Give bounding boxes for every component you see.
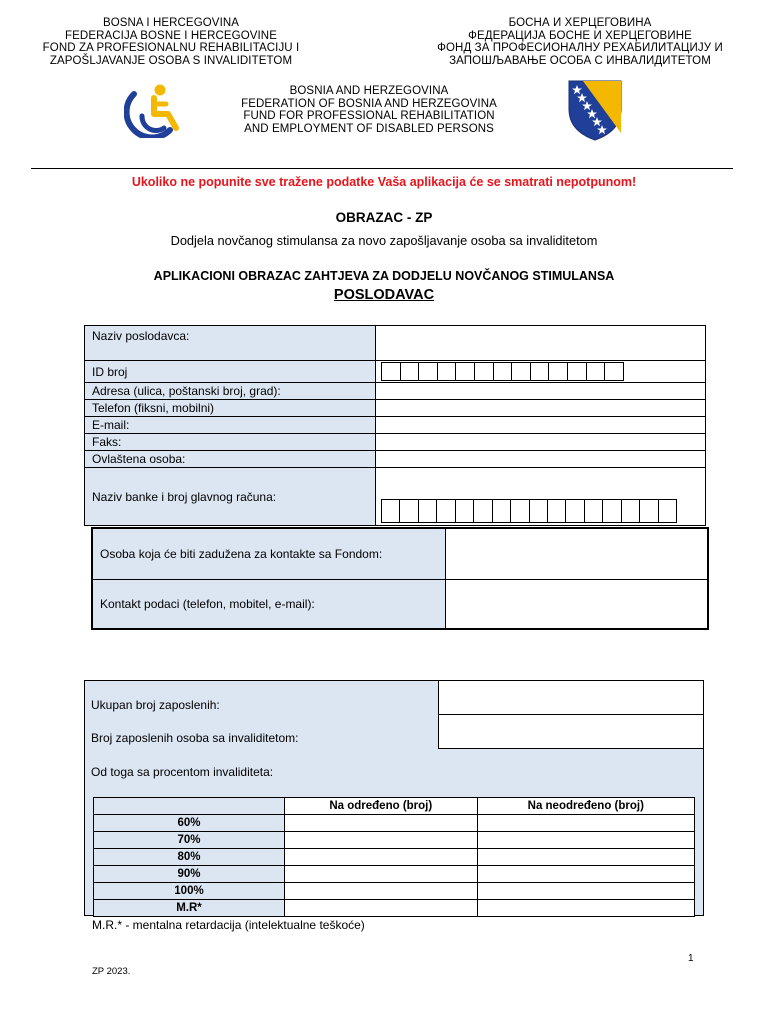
header-line: ФЕДЕРАЦИЈА БОСНЕ И ХЕРЦЕГОВИНЕ [468,29,692,42]
indefinite-term-count-cell[interactable] [477,815,694,832]
digit-box[interactable] [659,500,676,522]
email-label: E-mail: [85,417,376,433]
employer-name-row [85,326,705,361]
employer-name-field[interactable] [376,326,705,360]
indefinite-term-count-cell[interactable] [477,900,694,917]
contact-person-field[interactable] [446,529,707,579]
header-line: ФОНД ЗА ПРОФЕСИОНАЛНУ РЕХАБИЛИТАЦИЈУ И [437,42,723,55]
id-number-row [85,361,705,383]
form-heading: APLIKACIONI OBRAZAC ZAHTJEVA ZA DODJELU NOVČANOG STIMULANSA [153,269,615,283]
percent-cell: 80% [94,849,285,866]
percent-cell: 90% [94,866,285,883]
header-line: ZAPOŠLJAVANJE OSOBA S INVALIDITETOM [49,54,293,67]
digit-box[interactable] [382,500,400,522]
id-number-digit-boxes[interactable] [381,362,624,381]
disabled-employees-field[interactable] [438,715,703,749]
header-divider [31,168,733,169]
bank-account-row [85,468,705,525]
indefinite-term-count-cell[interactable] [477,883,694,900]
fund-wheelchair-logo-icon [124,82,186,138]
digit-box[interactable] [494,363,513,380]
phone-field[interactable] [376,400,705,416]
indefinite-term-column-header: Na neodređeno (broj) [477,798,694,815]
total-employees-label: Ukupan broj zaposlenih: [91,698,220,712]
authorized-person-row [85,451,705,468]
digit-box[interactable] [640,500,658,522]
phone-label: Telefon (fiksni, mobilni) [85,400,376,416]
phone-row [85,400,705,417]
table-row [94,815,695,832]
fax-field[interactable] [376,434,705,450]
percent-cell: 70% [94,832,285,849]
address-field[interactable] [376,383,705,399]
incomplete-application-warning: Ukoliko ne popunite sve tražene podatke Vaša aplikacija će se smatrati nepotpunom! [131,175,637,189]
contact-person-row [93,529,707,580]
header-line: FEDERATION OF BOSNIA AND HERZEGOVINA [241,97,497,110]
digit-box[interactable] [512,363,531,380]
table-row [94,900,695,917]
header-line: BOSNIA AND HERZEGOVINA [289,85,449,97]
digit-box[interactable] [474,500,492,522]
header-line: FUND FOR PROFESSIONAL REHABILITATION [243,110,495,123]
fixed-term-count-cell[interactable] [285,900,478,917]
header-line: ЗАПОШЉАВАЊЕ ОСОБА С ИНВАЛИДИТЕТОМ [449,54,711,67]
fax-label: Faks: [85,434,376,450]
bih-coat-of-arms-icon [566,79,624,142]
digit-box[interactable] [475,363,494,380]
fixed-term-count-cell[interactable] [285,815,478,832]
digit-box[interactable] [511,500,529,522]
address-label: Adresa (ulica, poštanski broj, grad): [85,383,376,399]
digit-box[interactable] [382,363,401,380]
page-number: 1 [688,953,694,964]
digit-box[interactable] [587,363,606,380]
table-row [94,849,695,866]
id-number-label: ID broj [85,361,376,382]
digit-box[interactable] [456,363,475,380]
id-number-field [376,361,705,382]
header-institution-cyrillic [425,17,735,67]
header-line: AND EMPLOYMENT OF DISABLED PERSONS [244,122,494,135]
table-row [94,866,695,883]
bank-account-field [376,468,705,525]
fixed-term-count-cell[interactable] [285,832,478,849]
email-row [85,417,705,434]
header-line: БОСНА И ХЕРЦЕГОВИНА [508,17,652,29]
disabled-employees-label: Broj zaposlenih osoba sa invaliditetom: [91,731,299,745]
authorized-person-field[interactable] [376,451,705,467]
footer-form-code: ZP 2023. [92,966,131,977]
fixed-term-count-cell[interactable] [285,883,478,900]
header-line: BOSNA I HERCEGOVINA [102,17,240,29]
email-field[interactable] [376,417,705,433]
percent-cell: 60% [94,815,285,832]
indefinite-term-count-cell[interactable] [477,832,694,849]
footnote: M.R.* - mentalna retardacija (intelektualne teškoće) [92,918,365,932]
digit-box[interactable] [437,500,455,522]
digit-box[interactable] [438,363,457,380]
authorized-person-label: Ovlaštena osoba: [85,451,376,467]
digit-box[interactable] [456,500,474,522]
digit-box[interactable] [419,363,438,380]
header-line: FEDERACIJA BOSNE I HERCEGOVINE [65,29,277,42]
bank-account-label: Naziv banke i broj glavnog računa: [85,468,376,525]
contact-details-field[interactable] [446,580,707,628]
percent-cell: M.R* [94,900,285,917]
disability-percent-table [93,797,695,917]
digit-box[interactable] [585,500,603,522]
employees-table [84,680,704,916]
form-subject: POSLODAVAC [333,287,435,303]
digit-box[interactable] [603,500,621,522]
employer-name-label: Naziv poslodavca: [85,326,376,360]
digit-box[interactable] [622,500,640,522]
fixed-term-count-cell[interactable] [285,866,478,883]
fixed-term-column-header: Na određeno (broj) [285,798,478,815]
digit-box[interactable] [400,500,418,522]
form-code: OBRAZAC - ZP [335,210,433,225]
contact-person-label: Osoba koja će biti zadužena za kontakte sa Fondom: [93,529,446,579]
total-employees-field[interactable] [438,681,703,715]
disability-percent-label: Od toga sa procentom invaliditeta: [91,765,274,779]
fixed-term-count-cell[interactable] [285,849,478,866]
digit-box[interactable] [566,500,584,522]
table-row [94,832,695,849]
contact-details-row [93,580,707,628]
contact-details-label: Kontakt podaci (telefon, mobitel, e-mail): [93,580,446,628]
percent-cell: 100% [94,883,285,900]
indefinite-term-count-cell[interactable] [477,866,694,883]
digit-box[interactable] [530,500,548,522]
table-row [94,883,695,900]
fax-row [85,434,705,451]
bank-account-digit-boxes[interactable] [381,499,677,523]
form-subtitle: Dodjela novčanog stimulansa za novo zapošljavanje osoba sa invaliditetom [170,233,598,248]
digit-box[interactable] [568,363,587,380]
employer-data-table [84,325,706,526]
digit-box[interactable] [549,363,568,380]
digit-box[interactable] [548,500,566,522]
indefinite-term-count-cell[interactable] [477,849,694,866]
header-line: FOND ZA PROFESIONALNU REHABILITACIJU I [42,42,300,55]
contact-person-table [91,527,709,630]
digit-box[interactable] [605,363,623,380]
digit-box[interactable] [401,363,420,380]
header-institution-english [218,85,520,135]
digit-box[interactable] [493,500,511,522]
header-institution-latin [22,17,320,67]
digit-box[interactable] [531,363,550,380]
percent-column-header [94,798,285,815]
digit-box[interactable] [419,500,437,522]
address-row [85,383,705,400]
